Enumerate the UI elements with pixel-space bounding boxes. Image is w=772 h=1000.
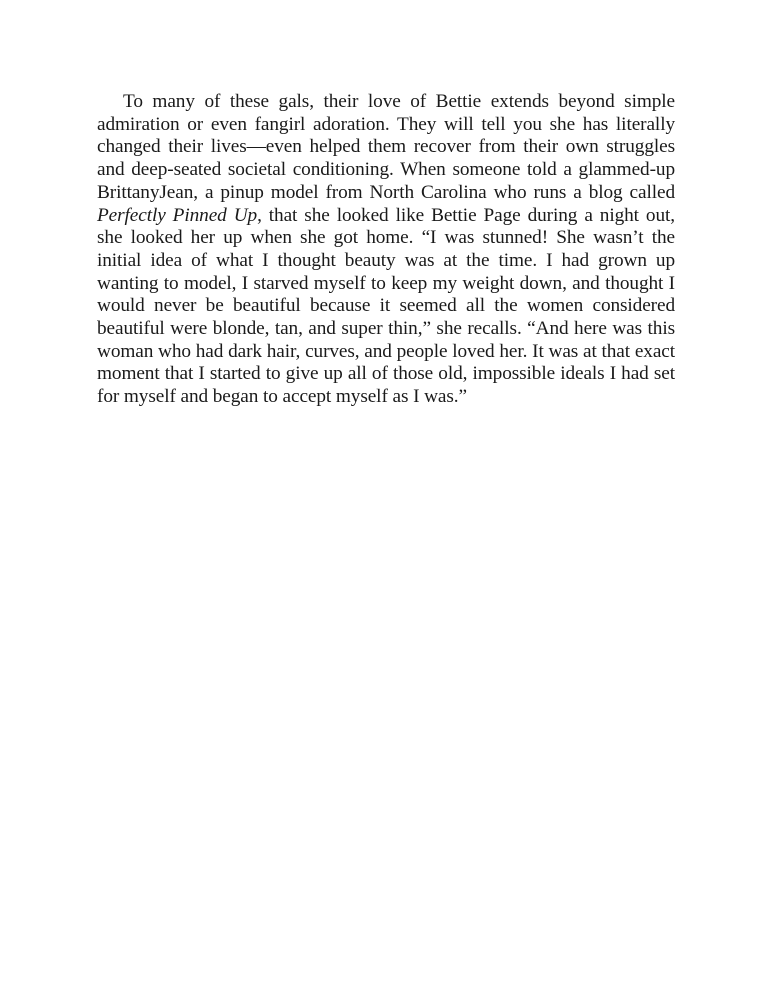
body-paragraph [97, 91, 675, 409]
paragraph-text-start: To many of these gals, their love of Bettie extends beyond simple admiration or even fangirl adoration. They will tell you she has literally changed their lives—even helped them recover from their own struggles and deep-seated societal conditioning. When someone told a glammed-up BrittanyJean, a pinup model from North Carolina who runs a blog called [97, 91, 675, 203]
paragraph-text-end: , that she looked like Bettie Page during a night out, she looked her up when she got home. “I was stunned! She wasn’t the initial idea of what I thought beauty was at the time. I had grown up wanting to model, I starved myself to keep my weight down, and thought I would never be beautiful because it seemed all the women considered beautiful were blonde, tan, and super thin,” she recalls. “And here was this woman who had dark hair, curves, and people loved her. It was at that exact moment that I started to give up all of those old, impossible ideals I had set for myself and began to accept myself as I was.” [97, 204, 675, 408]
blog-title: Perfectly Pinned Up [97, 204, 258, 226]
